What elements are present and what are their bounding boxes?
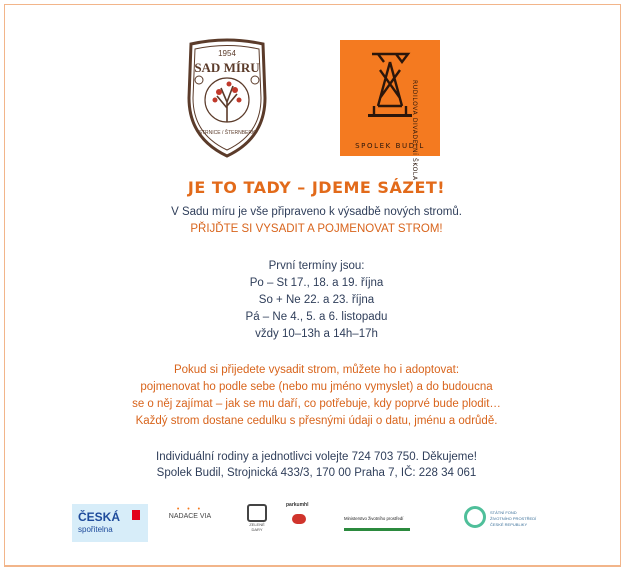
term-2: So + Ne 22. a 23. října [258, 294, 375, 306]
term-1: Po – St 17., 18. a 19. října [249, 277, 384, 289]
adopt-line-1: Pokud si přijedete vysadit strom, můžete ho i adoptovat: [173, 364, 460, 376]
headline: JE TO TADY – JDEME SÁZET! [187, 178, 446, 197]
sad-miru-logo [185, 38, 269, 158]
year-text: 1954 [218, 49, 236, 58]
partner-logos [0, 500, 633, 550]
adopt-line-4: Každý strom dostane cedulku s přesnými údaji o datu, jménu a odrůdě. [135, 415, 498, 427]
zelene-dary-logo: ZELENÉ DARY [246, 504, 268, 538]
spolek-budil-logo [340, 40, 440, 181]
adopt-line-2: pojmenovat ho podle sebe (nebo mu jméno vymyslet) a do budoucna [140, 381, 493, 393]
budil-caption: SPOLEK BUDIL [355, 142, 425, 150]
contact-text: Individuální rodiny a jednotlivci volejte 724 703 750. Děkujeme! [156, 451, 477, 463]
cta-text: PŘIJĎTE SI VYSADIT A POJMENOVAT STROM! [190, 223, 443, 235]
sfzp-logo: STÁTNÍ FOND ŽIVOTNÍHO PROSTŘEDÍ ČESKÉ REPUBLIKY [464, 504, 574, 544]
ceska-sporitelna-logo: ČESKÁ spořitelna [72, 504, 148, 542]
adopt-line-3: se o něj zajímat – jak se mu daří, co potřebuje, kdy poprvé bude plodit… [132, 398, 501, 410]
place-text: STRNICE / ŠTERNBERK [198, 130, 256, 136]
address-text: Spolek Budil, Strojnická 433/3, 170 00 Praha 7, IČ: 228 34 061 [156, 467, 477, 479]
parkumhl-logo: parkumhl [286, 502, 326, 540]
sad-miru-name: SAD MÍRU [194, 60, 260, 75]
term-3: Pá – Ne 4., 5. a 6. listopadu [245, 311, 388, 323]
ministerstvo-logo: Ministerstvo životního prostředí [344, 508, 410, 531]
nadace-via-logo: • • • NADACE VIA [168, 506, 212, 520]
intro-text: V Sadu míru je vše připraveno k výsadbě nových stromů. [171, 206, 462, 218]
budil-vertical-text: RUDILOVA DIVADELNÍ ŠKOLA [411, 80, 418, 181]
terms-heading: První termíny jsou: [268, 260, 365, 272]
term-hours: vždy 10–13h a 14h–17h [255, 328, 378, 340]
